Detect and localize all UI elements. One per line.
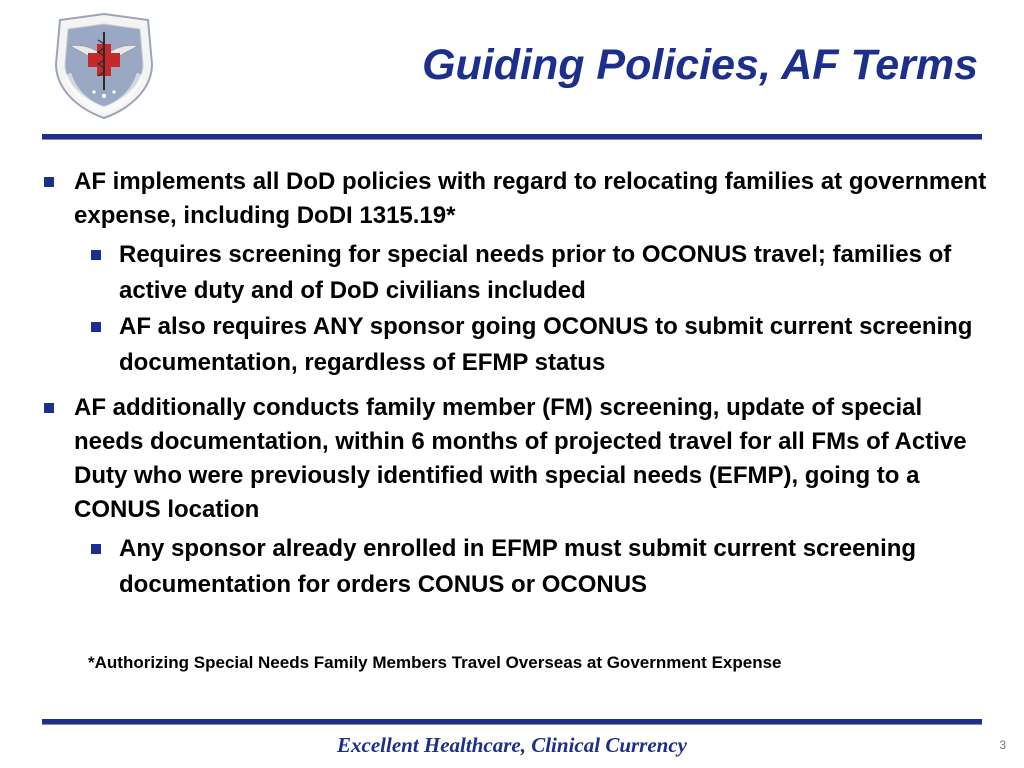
bullet-item bbox=[44, 391, 994, 527]
sub-bullet-text: AF also requires ANY sponsor going OCONUS to submit current screening documentation, regardless of EFMP status bbox=[119, 313, 973, 376]
square-bullet-icon bbox=[44, 403, 54, 413]
bullet-text: AF additionally conducts family member (FM) screening, update of special needs documentation, within 6 months of projected travel for all FMs of Active Duty who were previously identified with special needs (EFMP), going to a CONUS location bbox=[74, 394, 967, 523]
sub-bullet-item bbox=[44, 309, 994, 381]
square-bullet-icon bbox=[91, 322, 101, 332]
square-bullet-icon bbox=[44, 177, 54, 187]
sub-bullet-text: Any sponsor already enrolled in EFMP must submit current screening documentation for orders CONUS or OCONUS bbox=[119, 535, 917, 598]
slide-body bbox=[44, 165, 994, 603]
footer-divider bbox=[42, 719, 982, 725]
square-bullet-icon bbox=[91, 250, 101, 260]
sub-bullet-item bbox=[44, 531, 994, 603]
slide-title: Guiding Policies, AF Terms bbox=[422, 41, 978, 89]
footnote: *Authorizing Special Needs Family Members Travel Overseas at Government Expense bbox=[88, 653, 782, 672]
bullet-text: AF implements all DoD policies with regard to relocating families at government expense, including DoDI 1315.19* bbox=[74, 168, 987, 229]
square-bullet-icon bbox=[91, 544, 101, 554]
afmoa-shield-logo bbox=[48, 10, 160, 122]
footer-tagline: Excellent Healthcare, Clinical Currency bbox=[337, 733, 687, 757]
sub-bullet-text: Requires screening for special needs prior to OCONUS travel; families of active duty and of DoD civilians included bbox=[119, 241, 952, 304]
page-number: 3 bbox=[999, 738, 1006, 752]
sub-bullet-item bbox=[44, 237, 994, 309]
bullet-item bbox=[44, 165, 994, 233]
title-divider bbox=[42, 134, 982, 140]
